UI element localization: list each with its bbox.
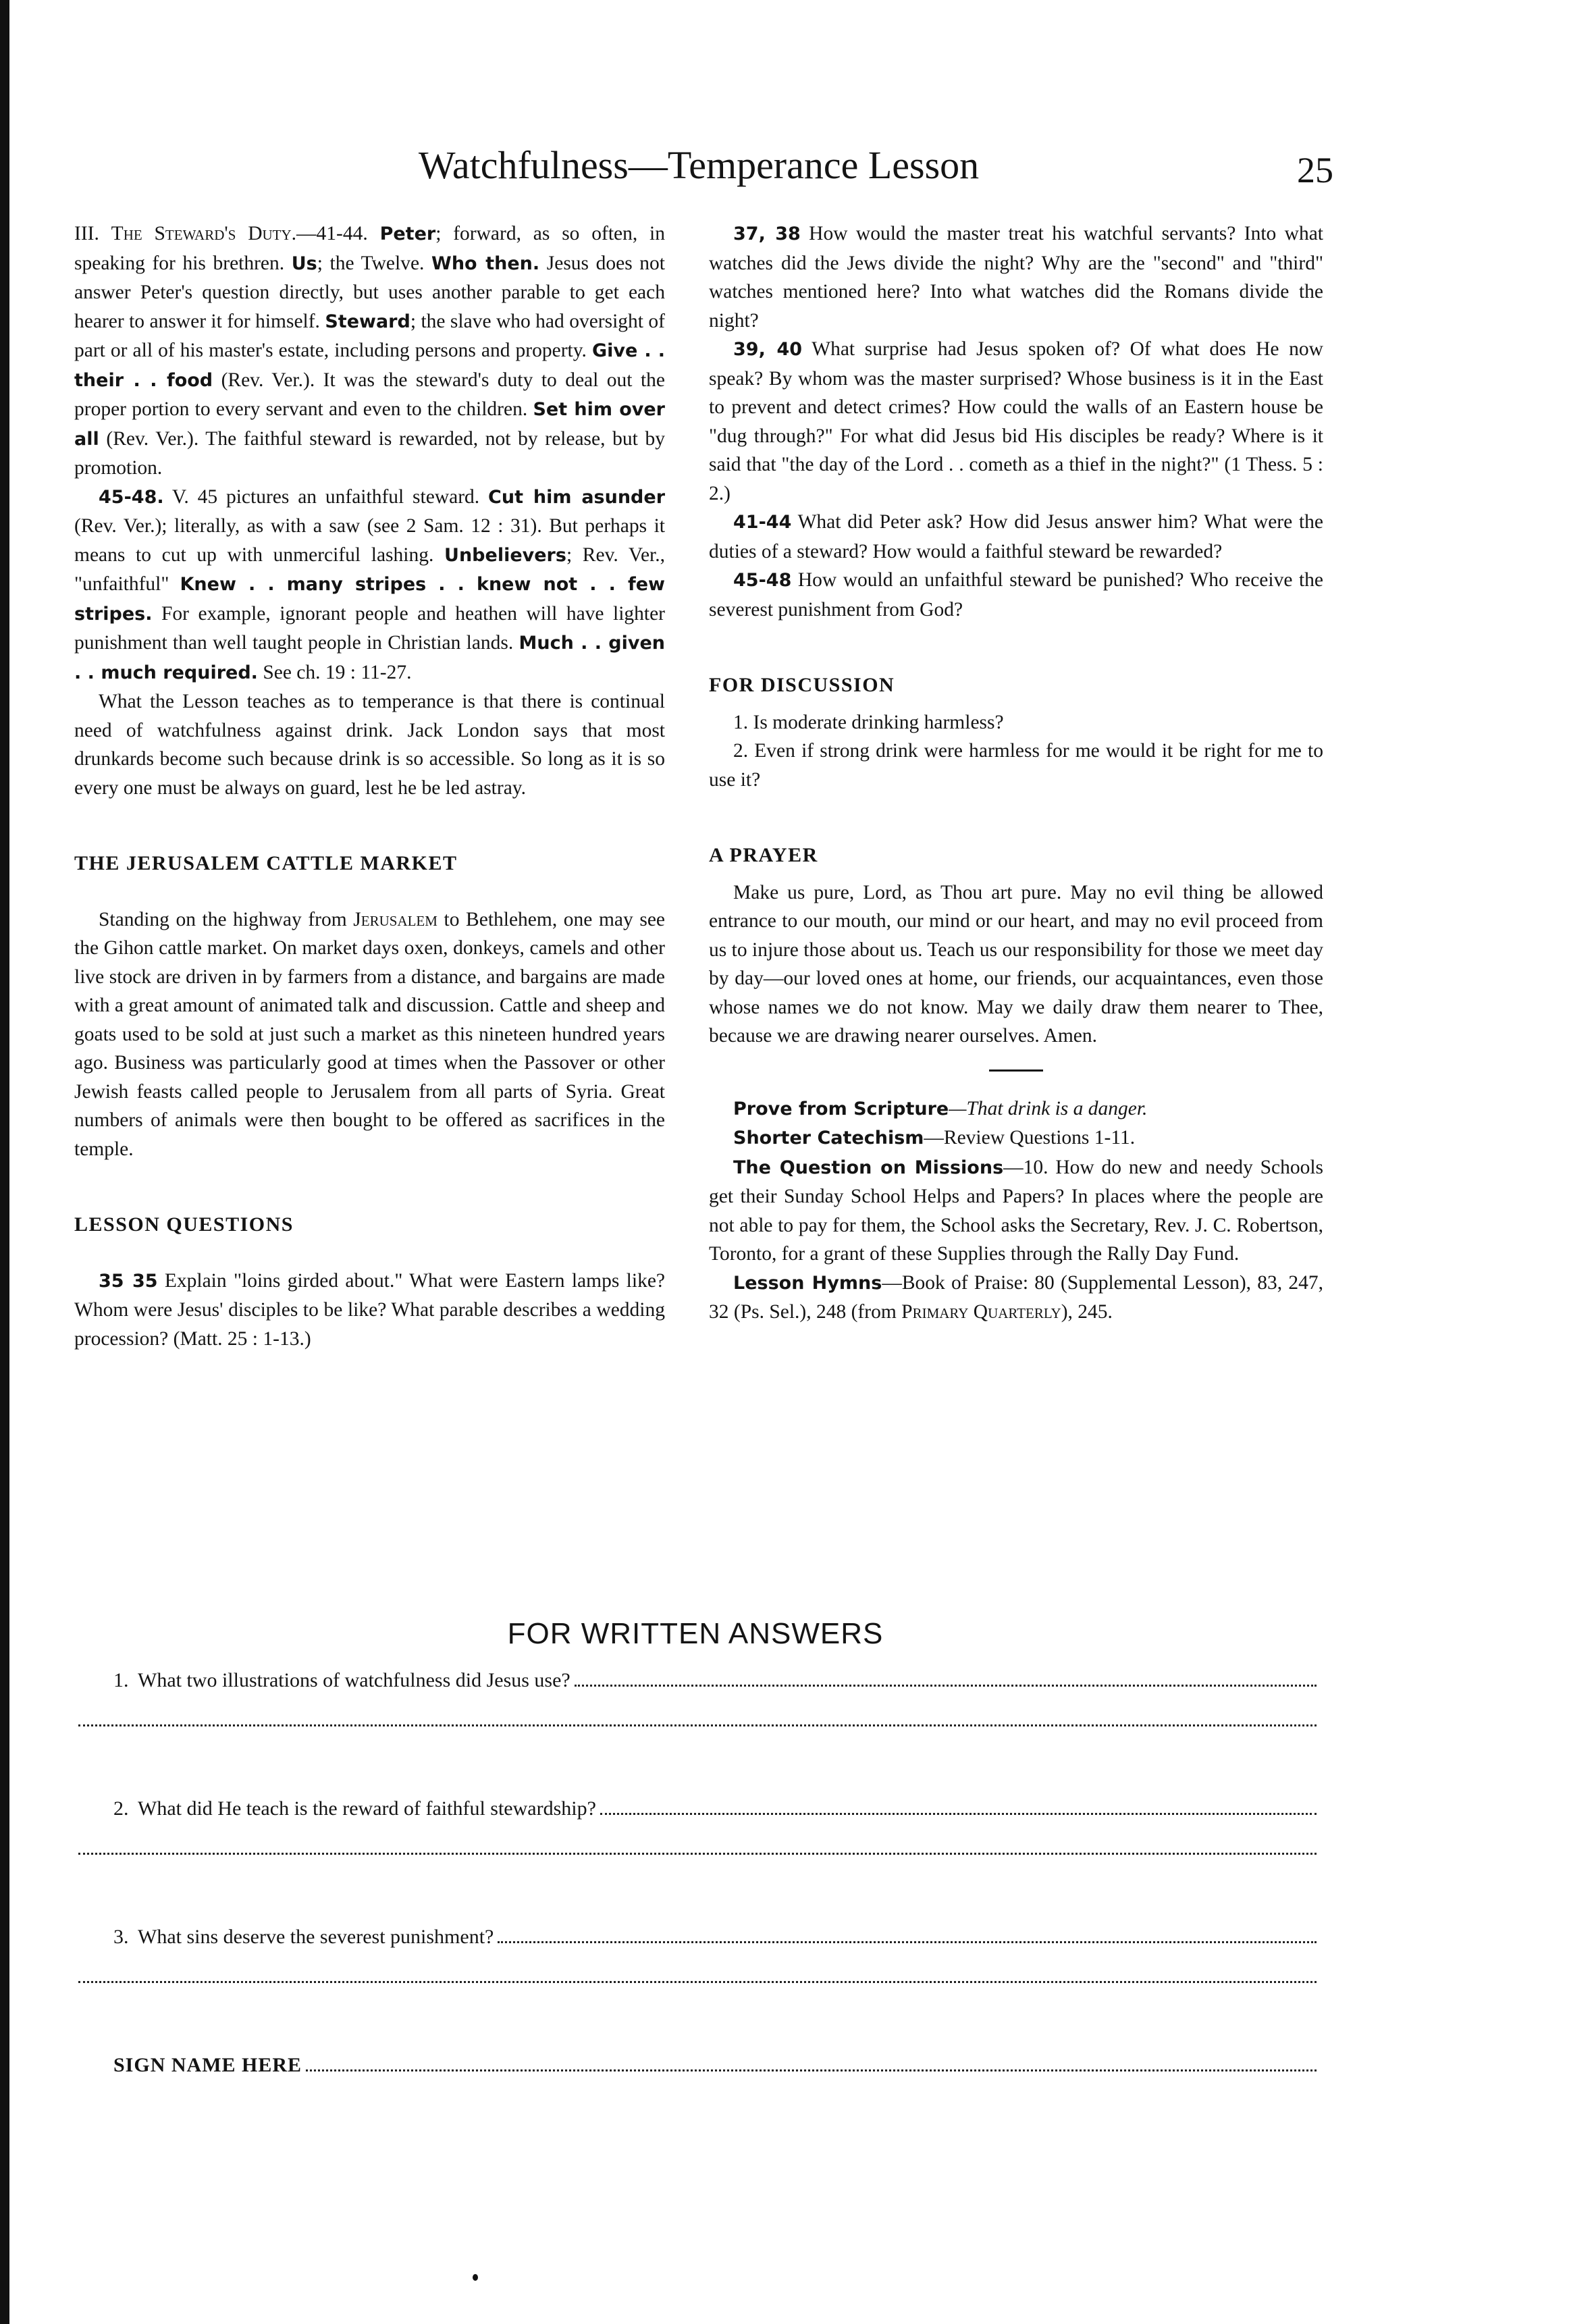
stewards-duty-body: Peter; forward, as so often, in speaking for his brethren. Us; the Twelve. Who then. Jesus does not answer Peter's question directly, but uses another parable to get each hearer to answer it for himself. Steward; the slave who had oversight of part or all of his master's estate, including persons and property. Give . . their . . food (Rev. Ver.). It was the steward's duty to deal out the proper portion to every servant and even to the children. Set him over all (Rev. Ver.). The faithful steward is rewarded, not by release, but by promotion. — [74, 223, 665, 479]
running-title: Watchfulness—Temperance Lesson — [418, 143, 980, 187]
prayer-text: Make us pure, Lord, as Thou art pure. May no evil thing be allowed entrance to our mouth, our mind or our heart, and may no evil proceed from us to injure those about us. Teach us our responsibility for those we meet day by day—our loved ones at home, our friends, our acquaintances, even those whose names we do not know. May we daily draw them nearer to Thee, because we are drawing nearer ourselves. Amen. — [709, 881, 1323, 1047]
discussion-item-2: 2. Even if strong drink were harmless for me would it be right for me to use it? — [709, 740, 1323, 791]
temperance-paragraph: What the Lesson teaches as to temperance is that there is continual need of watchfulness against drink. Jack London says that most drunkards become such because drink is so accessible. So long as it is so every one must be always on guard, lest he be led astray. — [74, 691, 665, 799]
lesson-questions-heading: LESSON QUESTIONS — [74, 1213, 294, 1236]
unfaithful-steward-paragraph: 45-48. V. 45 pictures an unfaithful steward. Cut him asunder (Rev. Ver.); literally, as with a saw (see 2 Sam. 12 : 31). But perhaps it means to cut up with unmerciful lashing. Unbelievers; Rev. Ver., "unfaithful" Knew . . many stripes . . knew not . . few stripes. For example, ignorant people and heathen will have lighter punishment than well taught people in Christian lands. Much . . given . . much required. See ch. 19 : 11-27. — [74, 485, 666, 683]
answer-line-2a[interactable] — [600, 1799, 1317, 1815]
gloss-keyword: Set him over all — [74, 399, 665, 450]
gloss-keyword: Cut him asunder — [488, 486, 666, 508]
gloss-keyword: Peter — [379, 223, 436, 244]
prayer-heading: A PRAYER — [709, 844, 818, 866]
cattle-market-heading: THE JERUSALEM CATTLE MARKET — [74, 852, 458, 874]
answer-line-2b[interactable] — [74, 1839, 1317, 1881]
discussion-heading: FOR DISCUSSION — [709, 674, 895, 696]
place-name: Jerusalem — [353, 908, 437, 930]
signature-line[interactable] — [306, 2056, 1317, 2071]
section-divider — [989, 1069, 1043, 1072]
signature-label: SIGN NAME HERE — [113, 2054, 302, 2076]
written-answers-section — [74, 1614, 1317, 2096]
page-number: 25 — [1297, 150, 1333, 190]
question-45-48: 45-48 How would an unfaithful steward be punished? Who receive the severest punishment from God? — [709, 569, 1323, 620]
gloss-keyword: Who then. — [431, 253, 540, 274]
question-35: 35 35 Explain "loins girded about." What were Eastern lamps like? Whom were Jesus' disciples to be like? What parable describes a wedding procession? (Matt. 25 : 1-13.) — [74, 1269, 666, 1350]
missions-question: The Question on Missions—10. How do new and needy Schools get their Sunday School Helps and Papers? In places where the people are not able to pay for them, the School asks the Secretary, Rev. J. C. Robertson, Toronto, for a grant of these Supplies through the Rally Day Fund. — [709, 1156, 1323, 1265]
section-numeral: III. — [74, 223, 111, 244]
written-question-1: 1. What two illustrations of watchfulness did Jesus use? — [113, 1669, 1317, 1711]
section-heading-stewards-duty: The Steward's Duty.—41-44. — [111, 223, 368, 244]
binding-edge — [0, 0, 9, 2324]
written-question-2: 2. What did He teach is the reward of faithful stewardship? — [113, 1797, 1317, 1839]
signature-row — [113, 2054, 1317, 2096]
answer-line-3b[interactable] — [74, 1968, 1317, 2009]
discussion-item-1: 1. Is moderate drinking harmless? — [733, 711, 1004, 733]
gloss-keyword: Knew . . many stripes . . knew not . . few stripes. — [74, 574, 665, 625]
answer-line-1a[interactable] — [575, 1671, 1317, 1687]
shorter-catechism: Shorter Catechism—Review Questions 1-11. — [733, 1127, 1136, 1148]
written-question-3: 3. What sins deserve the severest punishment? — [113, 1926, 1317, 1968]
cattle-market-paragraph: Standing on the highway from Jerusalem to Bethlehem, one may see the Gihon cattle market. On market days oxen, donkeys, camels and other live stock are driven in by farmers from a distance, and bargains are made with a great amount of animated talk and discussion. Cattle and sheep and goats used to be sold at just such a market as this nineteen hundred years ago. Business was particularly good at times when the Passover or other Jewish feasts called people to Jerusalem from all parts of Syria. Great numbers of animals were then bought to be offered as sacrifices in the temple. — [74, 908, 666, 1160]
question-39-40: 39, 40 What surprise had Jesus spoken of? Of what does He now speak? By whom was the master surprised? Whose business is it in the East to prevent and detect crimes? How could the walls of an Eastern house be "dug through?" For what did Jesus bid His disciples be ready? Where is it said that "the day of the Lord . . cometh as a thief in the night?" (1 Thess. 5 : 2.) — [709, 338, 1323, 504]
left-column — [74, 219, 665, 1353]
gloss-keyword: Steward — [325, 311, 410, 332]
answer-line-1b[interactable] — [74, 1711, 1317, 1753]
answer-line-3a[interactable] — [498, 1928, 1317, 1943]
prove-from-scripture: Prove from Scripture—That drink is a danger. — [733, 1097, 1148, 1119]
lesson-hymns: Lesson Hymns—Book of Praise: 80 (Supplemental Lesson), 83, 247, 32 (Ps. Sel.), 248 (from Primary Quarterly), 245. — [709, 1271, 1324, 1323]
gloss-keyword: Give . . their . . food — [74, 340, 665, 391]
right-column — [709, 219, 1323, 1327]
gloss-keyword: Unbelievers — [444, 544, 566, 566]
print-speck — [473, 2274, 478, 2281]
question-41-44: 41-44 What did Peter ask? How did Jesus answer him? What were the duties of a steward? How would a faithful steward be rewarded? — [709, 511, 1323, 562]
gloss-keyword: Us — [291, 253, 317, 274]
written-answers-title: FOR WRITTEN ANSWERS — [507, 1617, 884, 1650]
gloss-keyword: 45-48. — [99, 486, 164, 508]
stewards-duty-paragraph — [74, 219, 665, 483]
question-37-38: 37, 38 How would the master treat his watchful servants? Into what watches did the Jews divide the night? Why are the "second" and "third" watches mentioned here? Into what watches did the Romans divide the night? — [709, 223, 1323, 332]
gloss-keyword: Much . . given . . much required. — [74, 633, 665, 683]
